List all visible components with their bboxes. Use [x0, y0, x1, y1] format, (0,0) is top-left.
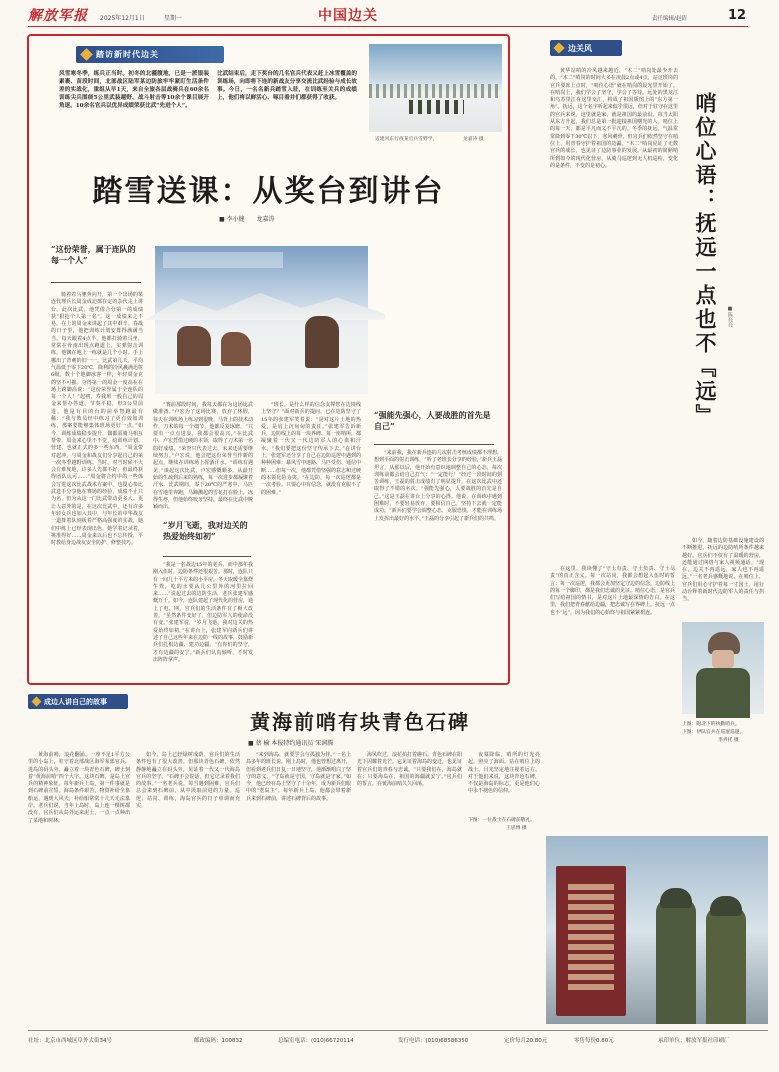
stele-inscription [568, 884, 614, 994]
guard-face [712, 650, 734, 668]
subhead-1: “这份荣誉，属于连队的每一个人” [51, 244, 136, 265]
stele-body [556, 866, 626, 1016]
photo-overlay-text [163, 252, 283, 268]
banner-icon [80, 48, 93, 61]
right-text-3: 如今，随着边防基础设施建设的不断推进，抚远的边防哨所条件越来越好。官兵们不仅有了温暖的营房，还能通过网络与家人视频通话。“现在，边关不再遥远，家人也不再遥远。”一名老兵感慨地说。在哨位上，官兵们用心守护着每一寸国土，用行动诠释着新时代边防军人的责任与担当。 [682, 538, 764, 603]
page-editor: 责任编辑/赵倩 [652, 16, 687, 22]
rider-1 [177, 326, 211, 366]
byline-marker: ■ [219, 216, 227, 223]
bottom-banner-text: 成边人讲自己的故事 [44, 698, 107, 706]
col-a: 骑着着马驰奔向开，第一个出场的某连代理兵长周金成迫都在定的杂代走上讲台。此次比武，他凭借合分第一的成绩获“狠抢个人第一名”。这一成绩来之不易。在上的周金来讲起了其中艰辛。春战的日子里，他把训练计划安排得满满当当。每天跟着4点半，他都打骑着马坐，常常在骨南出现点跑道上，实弹射击训练，他飘在地上一练就是几个小时。手上哪出了背刺的旧一一。比武第几天，平均气温低于零下20℃，降利的冷风裹满迅射6级。数十个地脚冰客一样，年轻周金克的坚不可摧。夺得第一的周金一度高在在场上跨脚高说：“这份荣誉属于全连队的每一个人！”起初，寿我班一般自己的周金来帮办答道，节奏平稳，但3公里前进，他是有目的台的前举智跑最有稀：“我与教员经中练习了更有效加训练，那案要能够集体班场更好一点。”如今，训练成绩稳步提升，偶都需骑马相互帮带。周金来心里不不觉，给训练计划、营建、也就正式的多一些东西。“周金带对起冲，与周金和战友们分享起自己的第一次冬季越野训练。当时，对当时候不大会有难度地，许多人先都不好，但最终获得团队认可……”周金将合约中的一些体会写进这次比武战术方案中，也提心参比武选手分享他在赛场的经验，成绩不止只为名，但为从这一门比武带动更多人。更让人意外的是，在这次比武中，还有许多年轻女兵也加入其中，与年长的中华战友一道排着队刻板着严格高强度的实战，她们中练上已经表现出色，她学着记录着，挑准得好……周金来以后也不忘传授，平时教给身边战友安全防护、修整技巧。 [51, 292, 143, 547]
portrait-caption-author: 李青托 摄 [718, 738, 739, 743]
photo-soldiers [409, 100, 464, 114]
right-column [518, 34, 768, 684]
section-title: 中国边关 [318, 8, 378, 24]
footer-phone-distribution: 发行电话：(010)68586350 [398, 1038, 469, 1044]
bottom-photo-author: 王思博 摄 [506, 826, 527, 831]
bottom-col-5: 夜幕降临，哨所的灯光亮起，照亮了海面。站在哨位上的战士，目光坚定地注视着远方。对于他们来说，这块青色石碑，不仅是海岛的标志，更是他们心中永不褪色的信仰。 [468, 752, 540, 795]
lead-text-left: 风雪寒冬季，练兵正当时。初冬的北疆腹地，已是一派银装素裹、苗段时间，北部战区陆军某边防旅牢牢紧盯生活条件差的实战化，重组从早1天，来自全旅各层战骑兵在60余名训练尖兵围绕5公里武装越野、战斗射击等10余个课目展开角逐。10余名官兵以优异成绩荣获比武“先进个人”。 [59, 71, 209, 109]
masthead [0, 0, 779, 30]
banner-text: 踏访新时代边关 [96, 50, 159, 59]
rider-3 [305, 316, 339, 368]
byline-author-1: 李小健 [226, 216, 245, 223]
right-banner-text: 边关风 [568, 44, 592, 53]
col-d: “班长，是什么样的信念支撑您在边境线上坚守？”面对新兵的提问，已在边防坚守了15年的张建军笑着说：“是对这片土地的热爱，是肩上沉甸甸的责任。”张建军告诉新兵，边防线上的每一块界碑、每一座哨所，都凝聚着一代又一代边防军人的心血和汗水。“我们要把这份坚守传承下去。”在讲台上，张建军还分享了自己在边防巡逻中遇到的种种困难：暴风雪中迷路、马匹受伤、通信中断……但每一次，他都凭借坚强的意志和过硬的本领化险为夷。“在边防，每一次巡逻都是一次考验。只要心中有信念，就没有克服不了的困难。” [261, 402, 362, 496]
bottom-col-3: “来到海岛，就要学会与孤独为伴。”一名上岛多年的班长说。刚上岛时，他也曾想过离开，但看到老兵们日复一日地坚守，他渐渐明白了坚守的意义。“守岛就是守国，守岛就是守家。”如今，他已经在岛上坚守了十余年，成为新兵们眼中的“老岛主”。每年新兵上岛，他都会带着新兵来到石碑前，讲述石碑背后的故事。 [246, 752, 352, 802]
author-marker: ■ [727, 306, 733, 312]
footer-price-single: 零售每份0.80元 [574, 1038, 614, 1044]
footer-phone-editorial: 总编室电话：(010)66720114 [278, 1038, 354, 1044]
right-author: 陈亮亮 [727, 312, 733, 327]
main-photo-cavalry [155, 246, 368, 394]
right-banner-icon [553, 42, 564, 53]
col-e: “来前我，我在新兵连的几次射击考核成绩都不理想，想到平面的射击训练，“听了老班长分享的经验，”新兵王磊坦言，从那以后，他开始有意识地调整自己的心态，每次训练前都会给自己打气：“一定能行！”经过一段时间的刻苦训练，王磊的射击成绩有了明显提升，在这次比武中还取得了不错的名次。“强能先强心，人要战胜的首先是自己。”这是王磊在讲台上分享的心得。他说，在训练中遇到困难时，不要轻易放弃，要相信自己，坚持下去就一定能成功。“新兵们要学会调整心态，克服恐惧，才能在训练场上发挥出最好的水平。”王磊的分享引起了新兵们的共鸣。 [374, 450, 502, 522]
subhead-2: “岁月飞逝，我对边关的热爱始终如初” [163, 520, 248, 541]
rider-2 [221, 332, 251, 366]
subhead-2-rule [163, 556, 251, 557]
soldier-1 [656, 898, 696, 1024]
col-c: “我是一名战边15年的老兵，而中那年我刚入伍时，边防条件还很艰苦。那时，连队只有一间几十平方米的小平房，冬天取暖全靠烧牛粪，吃的水要从几公里外的河里拉回来……”说起过去的边防生活，老兵张建军感慨万千。如今，连队建起了现代化的营房，通上了电、网，官兵们的生活条件有了极大改善。“虽然条件变好了，但边防军人的使命没有变。”张建军说，“岁月飞逝，我对边关的热爱始终如初。”在讲台上，张建军向新兵们讲述了自己这些年来在边防一线的故事，鼓励新兵们扎根边疆、建功边疆。“有你们的坚守，才有边疆的安宁。”新兵们认真倾听，不时发出阵阵掌声。 [153, 562, 254, 663]
right-title-author [724, 306, 734, 327]
byline-author-2: 龙嘉涛 [256, 216, 275, 223]
footer-postcode: 邮政编码：100832 [194, 1038, 243, 1044]
top-photo-snow-patrol [369, 44, 502, 132]
soldier-2 [706, 906, 746, 1024]
bottom-headline: 黄海前哨有块青色石碑 [250, 710, 470, 734]
bottom-photo-caption: 下图：一位战士在石碑前敬礼。 [468, 818, 536, 823]
col-b: “赛前那段时间，我每天都在为这场比武做准备。”卢宏为了这场比赛，放弃了休假，每天在训练场上练习到很晚。马背上的技术动作，刀术的每一个细节，他都反复琢磨，“只要有一点点进步，我都会很高兴。”在比武中，卢宏凭借过硬的本领，取得了刀术第一名的好成绩。“荣誉只代表过去，未来还需要继续努力。”卢宏说，他会把这份荣誉当作新的起点，继续在训练场上挥洒汗水。“训练有遇见，”谈起这次比武，卢宏感慨颇多。从最开始的生疏到后来的熟练，每一次进步都凝聚着汗水。比武期间，零下20℃的严寒中，马匹在雪地里奔跑，马蹄溅起的雪花打在脸上，冻得生疼，但他始终咬牙坚持，最终在比武中脱颖而出。 [153, 402, 254, 511]
feature-banner [76, 46, 224, 63]
bottom-photo-stele [546, 836, 768, 1024]
issue-weekday: 星期一 [164, 15, 183, 22]
newspaper-logo: 解放军报 [28, 8, 88, 24]
feature-headline: 踏雪送课：从奖台到讲台 [92, 174, 445, 209]
byline [219, 214, 274, 223]
page-number: 12 [728, 8, 747, 23]
footer-rule [28, 1030, 768, 1031]
subhead-3-rule [374, 444, 494, 445]
bottom-banner [28, 694, 128, 709]
photo-trees [369, 84, 502, 98]
soldier-helmet-1 [660, 888, 692, 908]
portrait-caption-1: 上图：附北下的执勤哨兵。 [682, 722, 740, 727]
footer-printer: 承印单位：解放军报社印刷厂 [658, 1038, 730, 1044]
subhead-1-rule [51, 282, 141, 283]
footer-address: 社址：北京市西城区阜外大街34号 [28, 1038, 112, 1044]
footer-price-monthly: 定价每月20.80元 [504, 1038, 548, 1044]
bottom-banner-icon [32, 697, 42, 707]
right-text-2: 在这里，我读懂了“守土有责、守土负责、守土尽责”的真正含义。每一次站岗，我都会想起入伍时的誓言；每一次巡逻，我都会更加坚定守边的信念。边防线上的每一个脚印，都是我们忠诚的见证。哨位心语，是官兵们写给祖国的情书，是对这片土地最深情的告白。在这里，我们把青春献给边疆，把忠诚写在界碑上。抚远一点也不“远”，因为我们的心始终与祖国紧紧相连。 [550, 566, 676, 616]
guard-coat [696, 668, 750, 718]
subhead-3: “强能先强心，人要战胜的首先是自己” [374, 410, 491, 431]
issue-date: 2025年12月1日 [100, 15, 145, 22]
right-text-1: 黄华站哨的冷风越来越近，“木二”哨岗处最少开去的。“木二”哨岗的时间大多在凌晨2点或4点，站这班岗的官兵要冻上点时，“哨位心语”就在哨岗的晨光里开始了。在哨岗上，我们学会了坚守，学会了等待。远处的黑龙江和乌苏里江在这里交汇，构成了祖国版图上的“东方第一角”。抚远，这个名字听起来似乎很远，但对于驻守在这里的官兵来说，这里就是家，就是祖国的最前沿。每当太阳从东方升起，我们总是第一批迎接祖国曙光的人。哨位上的每一天，都是平凡而又不平凡的。冬季的抚远，气温常常降到零下30℃以下，寒风刺骨，但官兵们依然坚守在哨位上，用青春守护着祖国的边疆。“木二”哨岗见证了无数官兵的成长，也见证了边防事业的发展。从最初的简陋哨所到如今的现代化营房，从骑马巡逻到无人机巡检，变化的是条件，不变的是初心。 [550, 68, 678, 169]
portrait-caption-2: 下图：伊队官兵在巡逻巡逻。 [682, 730, 745, 735]
bottom-col-4: 海风吹过，浪花拍打着礁石。青色石碑在阳光下闪耀着光芒。它见证着海岛的变迁，也见证着官兵们的青春与忠诚。“只要我们在，海岛就在；只要海岛在，祖国的海疆就安宁。”官兵们的誓言，在黄海前哨久久回荡。 [357, 752, 463, 788]
right-banner [550, 40, 622, 56]
photo-mountain [145, 290, 385, 320]
top-photo-author: 龙嘉涛 摄 [463, 137, 484, 142]
top-photo-caption: 近建风东行疫某官兵雪野学， [375, 137, 438, 142]
soldier-helmet-2 [710, 896, 742, 916]
bottom-col-1: 黄海前哨，浪花翻涌。一座不足1平方公里的小岛上，驻守着北部战区海军某部官兵。进岛的码头旁，矗立着一块青色石碑，碑上刻着“黄海前哨”四个大字。这块石碑，是岛上官兵的精神象征。每年新兵上岛，第一件事就是到石碑前宣誓。海岛条件艰苦，物资补给全靠船运，遇到大风天，补给船常常十几天无法靠岸。老兵们说，当年上岛时，岛上连一棵树都没有，官兵们从岛外运来泥土，一点一点种出了菜地和树林。 [28, 752, 130, 824]
bottom-col-2: 如今，岛上已经绿树成荫，官兵们的生活条件也有了很大改善。但那块青色石碑，依然静静地矗立在码头旁，见证着一代又一代海岛官兵的坚守。“石碑不会说话，但它记录着我们的故事。”一名老兵说。每当遇到困难，官兵们总会来到石碑前，从中汲取前进的力量。巡逻、站岗、训练，海岛官兵的日子单调而充实。 [136, 752, 240, 810]
masthead-rule [28, 26, 748, 27]
feature-box [27, 34, 510, 685]
footer [28, 1036, 768, 1048]
portrait-photo-guard [682, 622, 764, 714]
bottom-byline: ■ 蔡 榆 本报特约通讯员 宋润腾 [248, 740, 334, 747]
right-vertical-title: 哨位心语：抚远一点也不『远』 [693, 92, 718, 428]
lead-text-right: 比武结束后，走下奖台的几名官兵代表又赶上冰雪覆盖的训练场，向即将下连的新战友分享交流比武经验与成长故事。今日，一名名新兵踏雪入驻，在训练至关兵的成绩上，他们将以鲜活心、啄目着并们都获得了收获。 [217, 71, 357, 101]
